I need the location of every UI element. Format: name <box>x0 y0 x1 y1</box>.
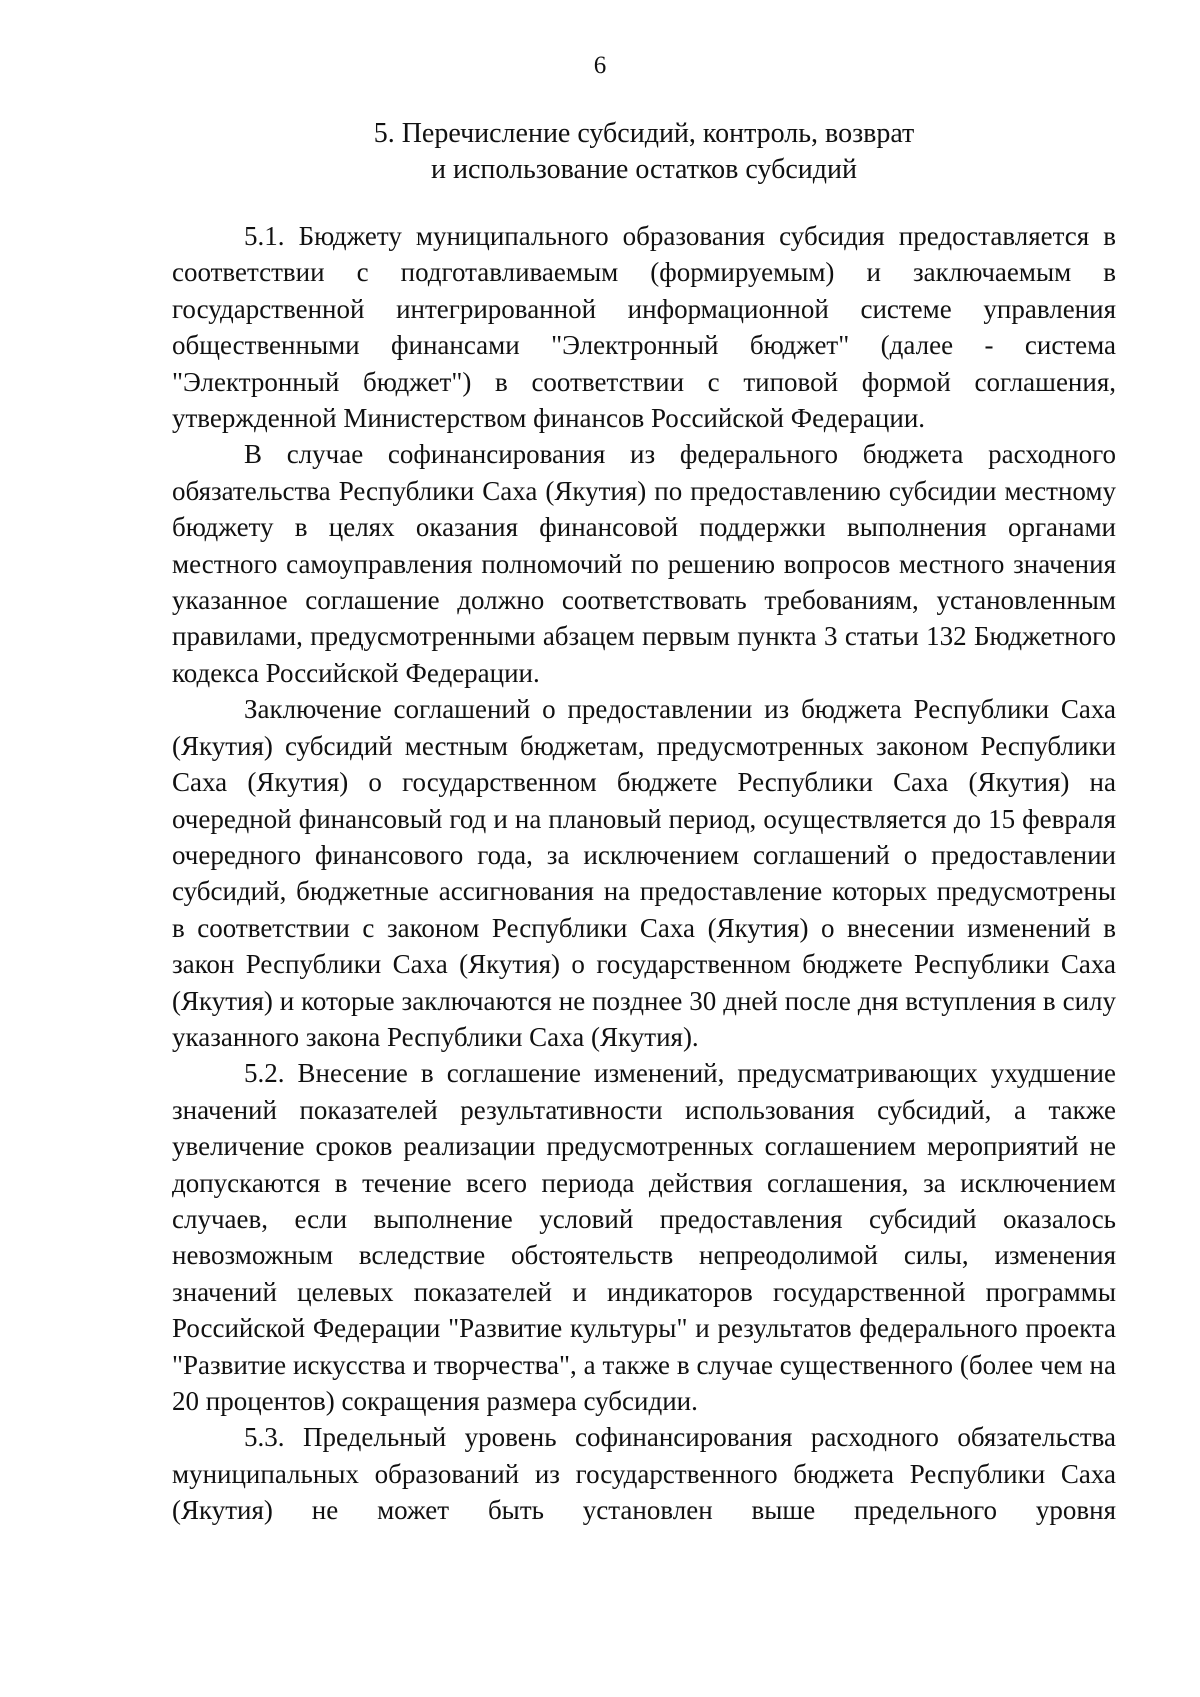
paragraph-5-1: 5.1. Бюджету муниципального образования субсидия предоставляется в соответствии с подготавливаемым (формируемым) и заключаемым в государственной интегрированной информационной системе управления общественными финансами "Электронный бюджет" (далее - система "Электронный бюджет") в соответствии с типовой формой соглашения, утвержденной Министерством финансов Российской Федерации. <box>172 221 1116 434</box>
section-title-line-2: и использование остатков субсидий <box>431 154 857 185</box>
section-title <box>172 116 1116 188</box>
paragraph-agreements: Заключение соглашений о предоставлении из бюджета Республики Саха (Якутия) субсидий местным бюджетам, предусмотренных законом Республики Саха (Якутия) о государственном бюджете Республики Саха (Якутия) на очередной финансовый год и на плановый период, осуществляется до 15 февраля очередного финансового года, за исключением соглашений о предоставлении субсидий, бюджетные ассигнования на предоставление которых предусмотрены в соответствии с законом Республики Саха (Якутия) о внесении изменений в закон Республики Саха (Якутия) о государственном бюджете Республики Саха (Якутия) и которые заключаются не позднее 30 дней после дня вступления в силу указанного закона Республики Саха (Якутия). <box>172 694 1116 1052</box>
paragraph-5-2: 5.2. Внесение в соглашение изменений, предусматривающих ухудшение значений показателей результативности использования субсидий, а также увеличение сроков реализации предусмотренных соглашением мероприятий не допускаются в течение всего периода действия соглашения, за исключением случаев, если выполнение условий предоставления субсидий оказалось невозможным вследствие обстоятельств непреодолимой силы, изменения значений целевых показателей и индикаторов государственной программы Российской Федерации "Развитие культуры" и результатов федерального проекта "Развитие искусства и творчества", а также в случае существенного (более чем на 20 процентов) сокращения размера субсидии. <box>172 1058 1116 1416</box>
page-number: 6 <box>593 52 607 79</box>
document-body <box>172 218 1116 1529</box>
paragraph-5-3: 5.3. Предельный уровень софинансирования расходного обязательства муниципальных образований из государственного бюджета Республики Саха (Якутия) не может быть установлен выше предельного уровня <box>172 1422 1116 1526</box>
section-title-line-1: 5. Перечисление субсидий, контроль, возврат <box>373 118 915 149</box>
paragraph-cofinancing: В случае софинансирования из федерального бюджета расходного обязательства Республики Саха (Якутия) по предоставлению субсидии местному бюджету в целях оказания финансовой поддержки выполнения органами местного самоуправления полномочий по решению вопросов местного значения указанное соглашение должно соответствовать требованиям, установленным правилами, предусмотренными абзацем первым пункта 3 статьи 132 Бюджетного кодекса Российской Федерации. <box>172 439 1116 688</box>
